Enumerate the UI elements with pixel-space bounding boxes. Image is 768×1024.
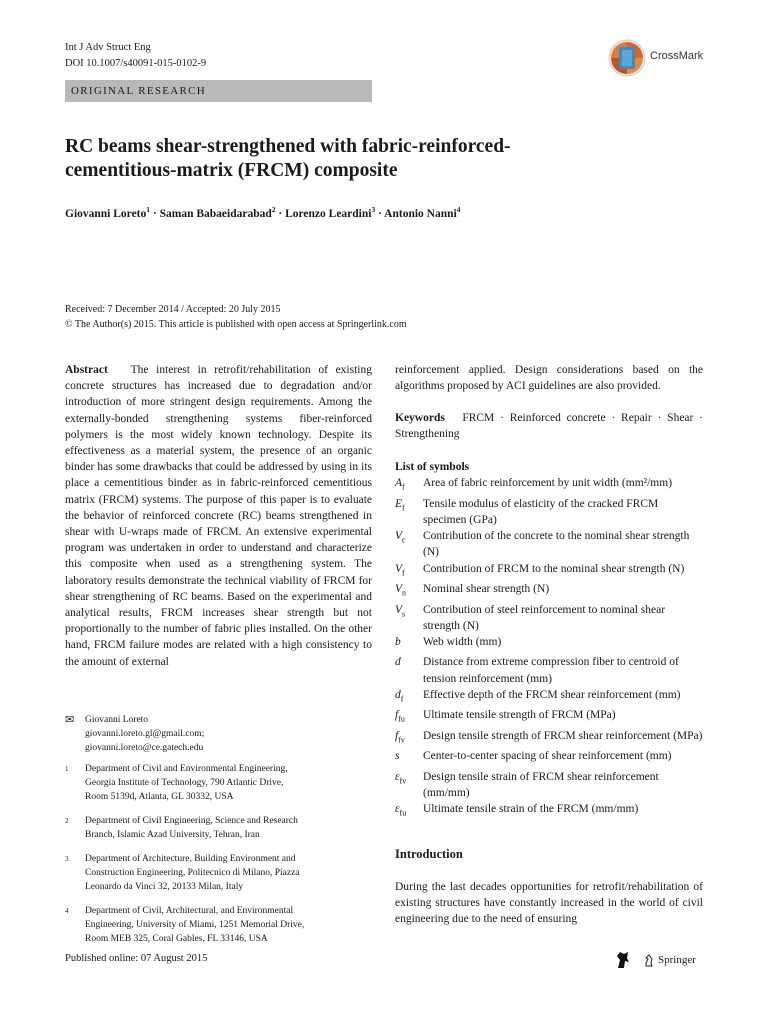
symbol-description: Ultimate tensile strength of FRCM (MPa): [423, 709, 616, 722]
symbol-row: [395, 687, 703, 708]
abstract: [65, 362, 372, 670]
symbol-key: [395, 728, 423, 749]
affiliation-item: [65, 814, 372, 842]
symbol-letter: ε: [395, 770, 400, 783]
symbol-description: Contribution of FRCM to the nominal shear strength (N): [423, 562, 685, 575]
author-name[interactable]: Lorenzo Leardini: [285, 207, 372, 220]
symbol-letter: ε: [395, 803, 400, 816]
symbol-key: [395, 602, 423, 634]
author-separator: ·: [150, 207, 160, 220]
article-type-label: ORIGINAL RESEARCH: [71, 85, 207, 97]
symbol-subscript: s: [402, 608, 406, 618]
keywords-text: FRCM · Reinforced concrete · Repair · Shear · Strengthening: [395, 412, 704, 441]
keywords: [395, 410, 703, 442]
correspondence: [65, 713, 372, 755]
title-line-1: RC beams shear-strengthened with fabric-reinforced-: [65, 136, 511, 157]
symbol-subscript: c: [402, 535, 406, 545]
affiliation-item: [65, 762, 372, 804]
symbol-row: [395, 581, 703, 602]
author-list: [65, 205, 460, 220]
symbol-description: Area of fabric reinforcement by unit width (mm²/mm): [423, 477, 673, 490]
symbol-key: [395, 581, 423, 602]
author-affiliation-mark: 4: [456, 205, 461, 214]
symbol-letter: b: [395, 635, 401, 648]
published-date: Published online: 07 August 2015: [65, 953, 208, 964]
springer-horse-icon: [615, 950, 631, 970]
symbol-description: Center-to-center spacing of shear reinforcement (mm): [423, 750, 672, 763]
symbol-letter: V: [395, 562, 403, 575]
symbol-key: [395, 654, 423, 686]
symbol-key: [395, 769, 423, 801]
symbol-key: [395, 475, 423, 496]
symbol-subscript: fv: [398, 735, 405, 745]
journal-name: Int J Adv Struct Eng: [65, 42, 151, 53]
symbol-subscript: n: [402, 588, 407, 598]
publisher-logo[interactable]: [615, 950, 696, 970]
symbol-row: [395, 475, 703, 496]
received-accepted: Received: 7 December 2014 / Accepted: 20 July 2015: [65, 304, 281, 315]
correspondence-block: [65, 713, 372, 755]
symbol-description: Web width (mm): [423, 635, 502, 648]
symbol-letter: f: [395, 709, 399, 722]
symbol-row: [395, 707, 703, 728]
symbol-row: [395, 654, 703, 686]
symbol-description: Design tensile strain of FRCM shear reinforcement (mm/mm): [423, 770, 659, 800]
author-name[interactable]: Giovanni Loreto: [65, 207, 147, 220]
author-affiliation-mark: 1: [146, 205, 151, 214]
affiliation-line: Room MEB 325, Coral Gables, FL 33146, USA: [85, 934, 268, 944]
introduction-heading: Introduction: [395, 847, 463, 861]
introduction-text: During the last decades opportunities for retrofit/rehabilitation of existing structures have constantly increased in the world of civil engineering due to the need of ensuring: [395, 881, 703, 926]
keywords-label: Keywords: [395, 412, 445, 424]
symbol-row: [395, 801, 703, 822]
affiliation-line: Department of Civil Engineering, Science and Research: [85, 816, 298, 826]
affiliation-line: Engineering, University of Miami, 1251 Memorial Drive,: [85, 920, 305, 930]
symbol-key: [395, 496, 423, 528]
symbol-subscript: f: [402, 567, 405, 577]
paper-title: [65, 135, 705, 183]
article-type-bar: [65, 80, 372, 102]
journal-header: [65, 40, 206, 72]
affiliation-line: Room 5139d, Atlanta, GL 30332, USA: [85, 792, 234, 802]
affiliation-number: 4: [65, 907, 69, 915]
author-separator: ·: [275, 207, 286, 220]
affiliation-line: Department of Architecture, Building Environment and: [85, 854, 296, 864]
symbol-row: [395, 496, 703, 528]
symbol-key: [395, 687, 423, 708]
journal-doi[interactable]: DOI 10.1007/s40091-015-0102-9: [65, 58, 207, 69]
symbol-row: [395, 634, 703, 655]
symbol-row: [395, 561, 703, 582]
symbol-key: [395, 634, 423, 655]
symbol-description: Design tensile strength of FRCM shear reinforcement (MPa): [423, 729, 703, 742]
correspondence-email-2[interactable]: giovanni.loreto@ce.gatech.edu: [85, 743, 204, 753]
symbol-rows: [395, 475, 703, 822]
symbol-letter: d: [395, 688, 401, 701]
affiliation-item: [65, 852, 372, 894]
symbol-description: Effective depth of the FRCM shear reinforcement (mm): [423, 688, 681, 701]
symbol-subscript: f: [402, 503, 405, 512]
symbol-row: [395, 528, 703, 560]
author-affiliation-mark: 3: [371, 205, 376, 214]
abstract-label: Abstract: [65, 364, 108, 376]
symbol-letter: d: [395, 656, 401, 669]
symbol-description: Contribution of the concrete to the nominal shear strength (N): [423, 530, 690, 559]
title-line-2: cementitious-matrix (FRCM) composite: [65, 160, 398, 181]
affiliation-number: 2: [65, 817, 69, 825]
affiliation-line: Department of Civil, Architectural, and Environmental: [85, 906, 294, 916]
symbol-subscript: fv: [399, 776, 407, 786]
springer-chess-icon: [643, 953, 655, 967]
symbol-subscript: fu: [399, 808, 407, 818]
symbol-description: Nominal shear strength (N): [423, 583, 550, 596]
symbol-list: [395, 459, 703, 822]
affiliation-number: 3: [65, 855, 69, 863]
symbol-letter: V: [395, 603, 403, 616]
crossmark-badge[interactable]: [607, 38, 707, 78]
copyright-notice: © The Author(s) 2015. This article is published with open access at Springerlink.com: [65, 319, 407, 330]
symbol-letter: s: [395, 750, 400, 763]
symbol-description: Distance from extreme compression fiber to centroid of tension reinforcement (mm): [423, 656, 679, 685]
symbol-list-heading: List of symbols: [395, 461, 470, 473]
symbol-key: [395, 561, 423, 582]
symbol-letter: E: [395, 497, 403, 510]
affiliation-line: Department of Civil and Environmental Engineering,: [85, 764, 288, 774]
abstract-continued: reinforcement applied. Design considerations based on the algorithms proposed by ACI guidelines are also provided.: [395, 364, 703, 393]
symbol-row: [395, 602, 703, 634]
crossmark-label: CrossMark: [650, 50, 704, 62]
author-name[interactable]: Antonio Nanni: [384, 207, 457, 220]
symbol-letter: f: [395, 729, 399, 742]
affiliation-item: [65, 904, 372, 946]
article-dates: [65, 302, 407, 332]
symbol-description: Tensile modulus of elasticity of the cracked FRCM specimen (GPa): [423, 497, 659, 526]
publisher-name: Springer: [658, 954, 696, 966]
symbol-letter: V: [395, 530, 403, 543]
symbol-subscript: fu: [398, 714, 405, 724]
symbol-row: [395, 769, 703, 801]
symbol-row: [395, 728, 703, 749]
envelope-icon: ✉: [65, 714, 75, 726]
symbol-key: [395, 707, 423, 728]
symbol-key: [395, 801, 423, 822]
symbol-subscript: f: [402, 482, 405, 492]
affiliation-line: Construction Engineering, Politecnico di Milano, Piazza: [85, 868, 300, 878]
symbol-letter: V: [395, 583, 403, 596]
symbol-key: [395, 528, 423, 560]
affiliation-number: 1: [65, 765, 69, 773]
author-affiliation-mark: 2: [271, 205, 276, 214]
author-name[interactable]: Saman Babaeidarabad: [159, 207, 272, 220]
symbol-description: Contribution of steel reinforcement to nominal shear strength (N): [423, 603, 666, 632]
symbol-key: [395, 748, 423, 769]
correspondence-name: Giovanni Loreto: [85, 715, 149, 725]
symbol-letter: A: [395, 477, 403, 490]
affiliation-line: Georgia Institute of Technology, 790 Atlantic Drive,: [85, 778, 284, 788]
author-separator: ·: [375, 207, 385, 220]
symbol-description: Ultimate tensile strain of the FRCM (mm/mm): [423, 803, 639, 816]
affiliation-line: Branch, Islamic Azad University, Tehran, Iran: [85, 830, 260, 840]
affiliation-list: [65, 762, 372, 946]
symbol-subscript: f: [400, 694, 404, 704]
crossmark-icon: [607, 38, 647, 78]
affiliation-line: Leonardo da Vinci 32, 20133 Milan, Italy: [85, 882, 244, 892]
abstract-text: The interest in retrofit/rehabilitation of existing concrete structures has increased due to degradation and/or introduction of more stringent design requirements. Among the externally-bonded strengthening systems fiber-reinforced polymers is the most widely known technology. Despite its effectiveness as a material system, the presence of an organic binder has some drawbacks that could be addressed by using in its place a cementitious binder as in fabric-reinforced cementitious matrix (FRCM) systems. The purpose of this paper is to evaluate the behavior of reinforced concrete (RC) beams strengthened in shear with U-wraps made of FRCM. An extensive experimental program was undertaken in order to understand and characterize this composite when used as a strengthening system. The laboratory results demonstrate the technical viability of FRCM for shear strengthening of RC beams. Based on the experimental and analytical results, FRCM increases shear strength but not proportionally to the number of fabric plies installed. On the other hand, FRCM failure modes are related with a high consistency to the amount of external: [65, 364, 372, 668]
correspondence-email-1[interactable]: giovanni.loreto.gl@gmail.com;: [85, 729, 205, 739]
symbol-row: [395, 748, 703, 769]
